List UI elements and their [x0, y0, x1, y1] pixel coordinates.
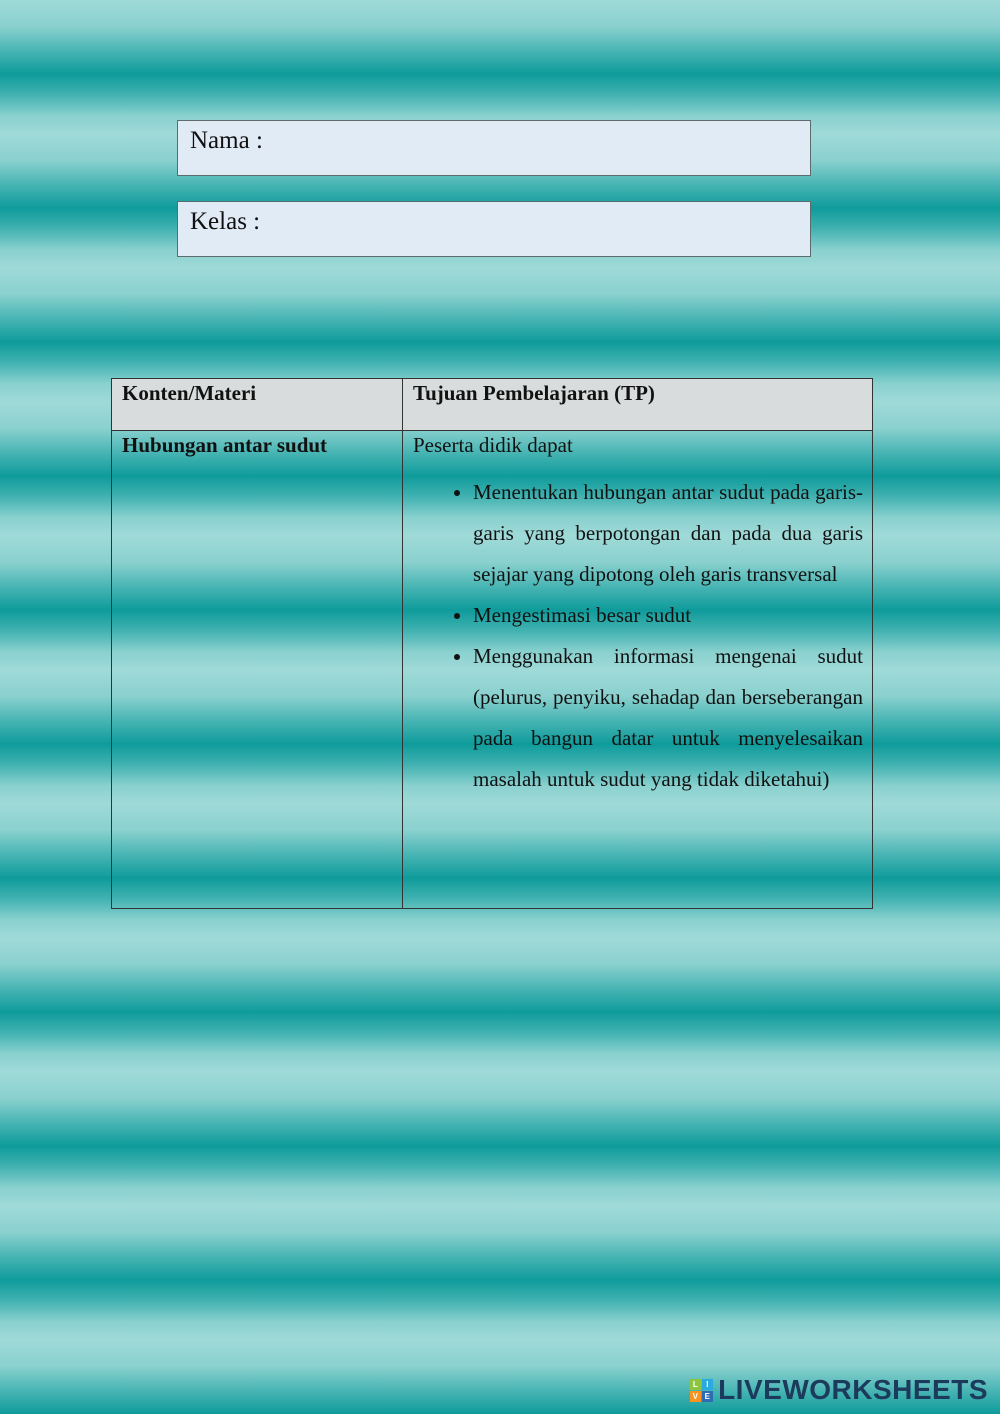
class-label: Kelas : [190, 208, 261, 235]
class-field[interactable] [177, 201, 811, 257]
header-learning-objectives: Tujuan Pembelajaran (TP) [403, 379, 873, 431]
header-content-material: Konten/Materi [112, 379, 403, 431]
brand-name: LIVEWORKSHEETS [718, 1374, 988, 1405]
list-item: • Menentukan hubungan antar sudut pada garis-garis yang berpotongan dan pada dua garis sejajar yang dipotong oleh garis transversal [473, 472, 863, 595]
logo-letter: L [690, 1379, 701, 1390]
logo-letter: E [702, 1391, 713, 1402]
list-item: • Mengestimasi besar sudut [473, 595, 863, 636]
logo-letter: I [702, 1379, 713, 1390]
objectives-intro: Peserta didik dapat [413, 433, 573, 457]
logo-letter: V [690, 1391, 701, 1402]
liveworksheets-logo [690, 1374, 988, 1406]
learning-objectives-cell [403, 431, 873, 909]
name-field[interactable] [177, 120, 811, 176]
list-item: • Menggunakan informasi mengenai sudut (pelurus, penyiku, sehadap dan berseberangan pada bangun datar untuk menyelesaikan masalah untuk sudut yang tidak diketahui) [473, 636, 863, 800]
liveworksheets-icon [690, 1379, 713, 1402]
learning-objectives-table [111, 378, 873, 909]
name-label: Nama : [190, 127, 263, 154]
content-material-cell: Hubungan antar sudut [112, 431, 403, 909]
table-row [112, 431, 873, 909]
objectives-list [413, 472, 863, 800]
table-header-row [112, 379, 873, 431]
